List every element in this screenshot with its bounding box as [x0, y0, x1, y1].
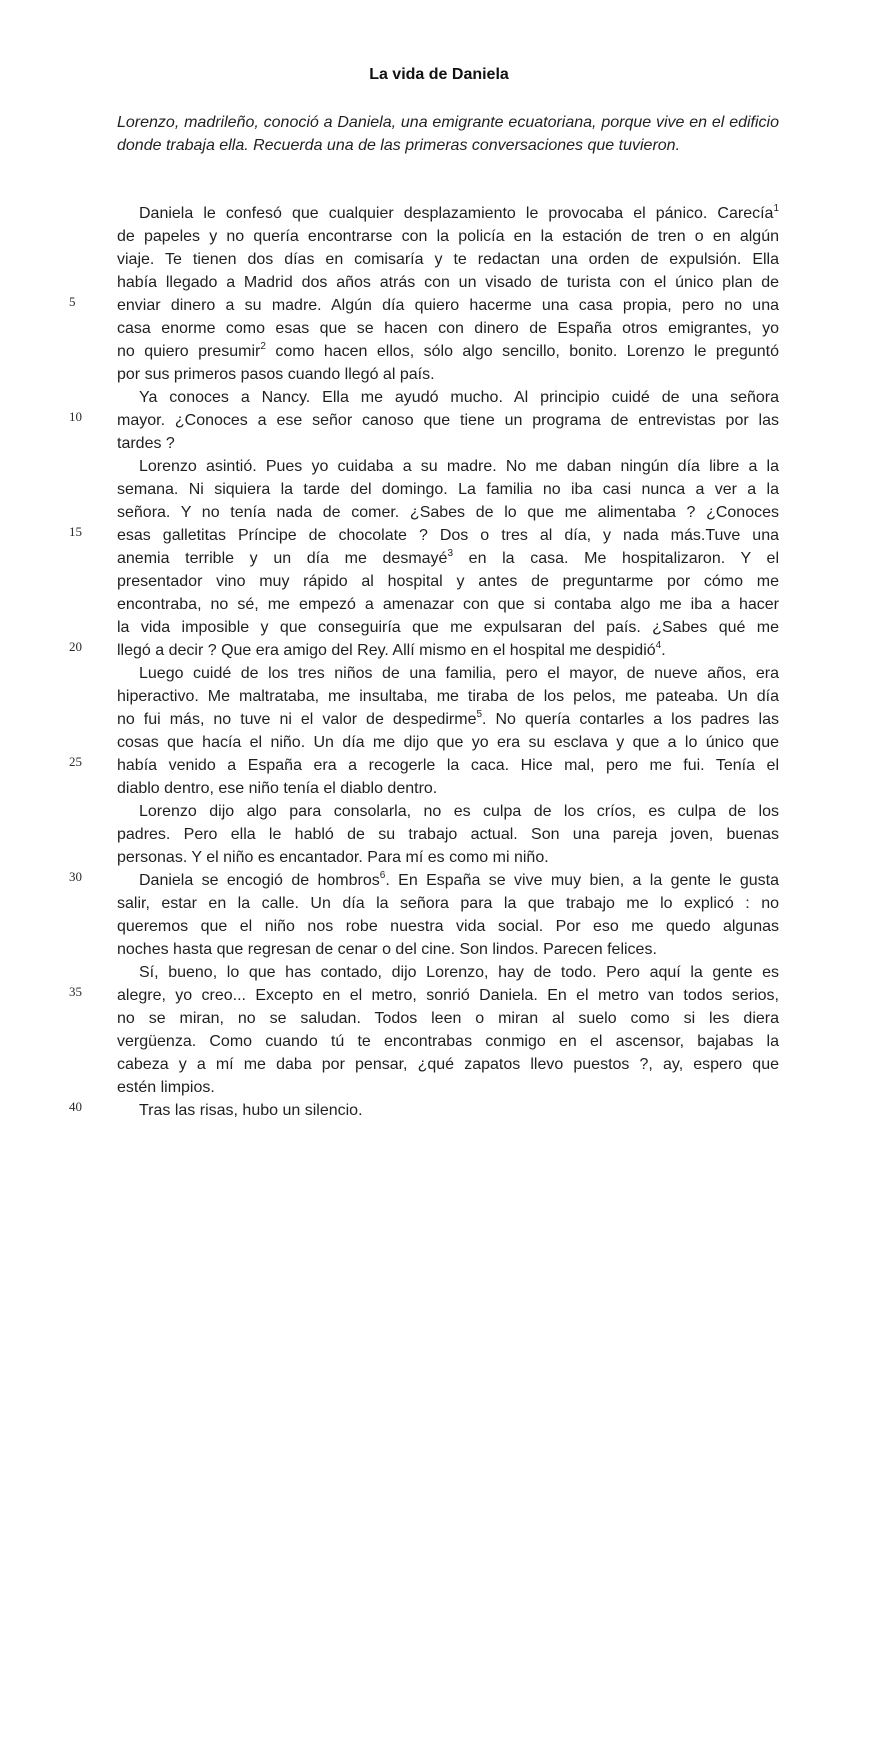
text-line: no fui más, no tuve ni el valor de despedirme$^5$. No quería contarles a los padres las: [117, 708, 779, 728]
text-line: salir, estar en la calle. Un día la señora para la que trabajo me lo explicó : no: [117, 895, 779, 912]
text-line: Daniela se encogió de hombros$^6$. En España se vive muy bien, a la gente le gusta: [139, 869, 780, 889]
text-line: mayor. ¿Conoces a ese señor canoso que tiene un programa de entrevistas por las: [117, 412, 779, 429]
footnote-mark: 4: [655, 639, 662, 651]
text-line: noches hasta que regresan de cenar o del cine. Son lindos. Parecen felices.: [117, 941, 657, 958]
text-line: Tras las risas, hubo un silencio.: [139, 1102, 363, 1119]
text-line: no se miran, no se saludan. Todos leen o miran al suelo como si les diera: [117, 1010, 779, 1027]
text-line: Lorenzo asintió. Pues yo cuidaba a su madre. No me daban ningún día libre a la: [139, 458, 779, 475]
text-line: Daniela le confesó que cualquier desplazamiento le provocaba el pánico. Carecía$^1$: [139, 202, 779, 222]
text-line: Luego cuidé de los tres niños de una familia, pero el mayor, de nueve años, era: [139, 665, 779, 682]
line-number: 10: [69, 409, 82, 424]
text-line: diablo dentro, ese niño tenía el diablo dentro.: [117, 780, 438, 797]
line-number: 5: [69, 294, 76, 309]
text-line: no quiero presumir$^2$ como hacen ellos, sólo algo sencillo, bonito. Lorenzo le preguntó: [117, 340, 779, 360]
text-line: había llegado a Madrid dos años atrás con un visado de turista con el único plan de: [117, 274, 779, 291]
text-line: cosas que hacía el niño. Un día me dijo que yo era su esclava y que a lo único que: [117, 734, 779, 751]
text-line: padres. Pero ella le habló de su trabajo actual. Son una pareja joven, buenas: [117, 826, 779, 843]
intro-paragraph: Lorenzo, madrileño, conoció a Daniela, una emigrante ecuatoriana, porque vive en el edificio donde trabaja ella. Recuerda una de las primeras conversaciones que tuvieron.: [117, 114, 779, 154]
footnote-mark: 6: [379, 869, 386, 881]
text-line: alegre, yo creo... Excepto en el metro, sonrió Daniela. En el metro van todos serios,: [117, 987, 779, 1004]
text-line: había venido a España era a recogerle la caca. Hice mal, pero me fui. Tenía el: [117, 757, 779, 774]
line-number: 35: [69, 984, 82, 999]
text-line: casa enorme como esas que se hacen con dinero de España otros emigrantes, yo: [117, 320, 779, 337]
text-line: encontraba, no sé, me empezó a amenazar con que si contaba algo me iba a hacer: [117, 596, 779, 613]
text-line: hiperactivo. Me maltrataba, me insultaba, me tiraba de los pelos, me pateaba. Un día: [117, 688, 779, 705]
story-body: [117, 202, 779, 1122]
text-line: tardes ?: [117, 435, 175, 452]
text-line: anemia terrible y un día me desmayé$^3$ en la casa. Me hospitalizaron. Y el: [117, 547, 779, 567]
text-line: personas. Y el niño es encantador. Para mí es como mi niño.: [117, 849, 549, 866]
text-line: Ya conoces a Nancy. Ella me ayudó mucho. Al principio cuidé de una señora: [139, 389, 779, 406]
footnote-mark: 1: [773, 202, 779, 214]
text-line: por sus primeros pasos cuando llegó al país.: [117, 366, 435, 383]
text-line: Lorenzo dijo algo para consolarla, no es culpa de los críos, es culpa de los: [139, 803, 779, 820]
text-line: cabeza y a mí me daba por pensar, ¿qué zapatos llevo puestos ?, ay, espero que: [117, 1056, 779, 1073]
text-line: esas galletitas Príncipe de chocolate ? Dos o tres al día, y nada más.Tuve una: [117, 527, 779, 544]
text-line: semana. Ni siquiera la tarde del domingo. La familia no iba casi nunca a ver a la: [117, 481, 779, 498]
text-line: estén limpios.: [117, 1079, 215, 1096]
footnote-mark: 2: [260, 340, 266, 352]
line-number: 15: [69, 524, 82, 539]
text-line: viaje. Te tienen dos días en comisaría y te redactan una orden de expulsión. Ella: [117, 251, 779, 268]
text-line: Sí, bueno, lo que has contado, dijo Lorenzo, hay de todo. Pero aquí la gente es: [139, 964, 779, 981]
text-line: llegó a decir ? Que era amigo del Rey. Allí mismo en el hospital me despidió$^4$.: [117, 639, 666, 659]
footnote-mark: 5: [476, 708, 483, 720]
text-line: la vida imposible y que conseguiría que me expulsaran del país. ¿Sabes qué me: [117, 619, 779, 636]
text-line: enviar dinero a su madre. Algún día quiero hacerme una casa propia, pero no una: [117, 297, 779, 314]
text-line: queremos que el niño nos robe nuestra vida social. Por eso me quedo algunas: [117, 918, 779, 935]
footnote-mark: 3: [447, 547, 454, 559]
line-number: 40: [69, 1099, 82, 1114]
line-number: 30: [69, 869, 82, 884]
text-line: señora. Y no tenía nada de comer. ¿Sabes de lo que me alimentaba ? ¿Conoces: [117, 504, 779, 521]
document-title: La vida de Daniela: [369, 66, 509, 83]
text-line: presentador vino muy rápido al hospital y antes de preguntarme por cómo me: [117, 573, 779, 590]
line-number: 20: [69, 639, 82, 654]
line-number: 25: [69, 754, 82, 769]
text-line: de papeles y no quería encontrarse con la policía en la estación de tren o en algún: [117, 228, 779, 245]
text-line: vergüenza. Como cuando tú te encontrabas conmigo en el ascensor, bajabas la: [117, 1033, 779, 1050]
